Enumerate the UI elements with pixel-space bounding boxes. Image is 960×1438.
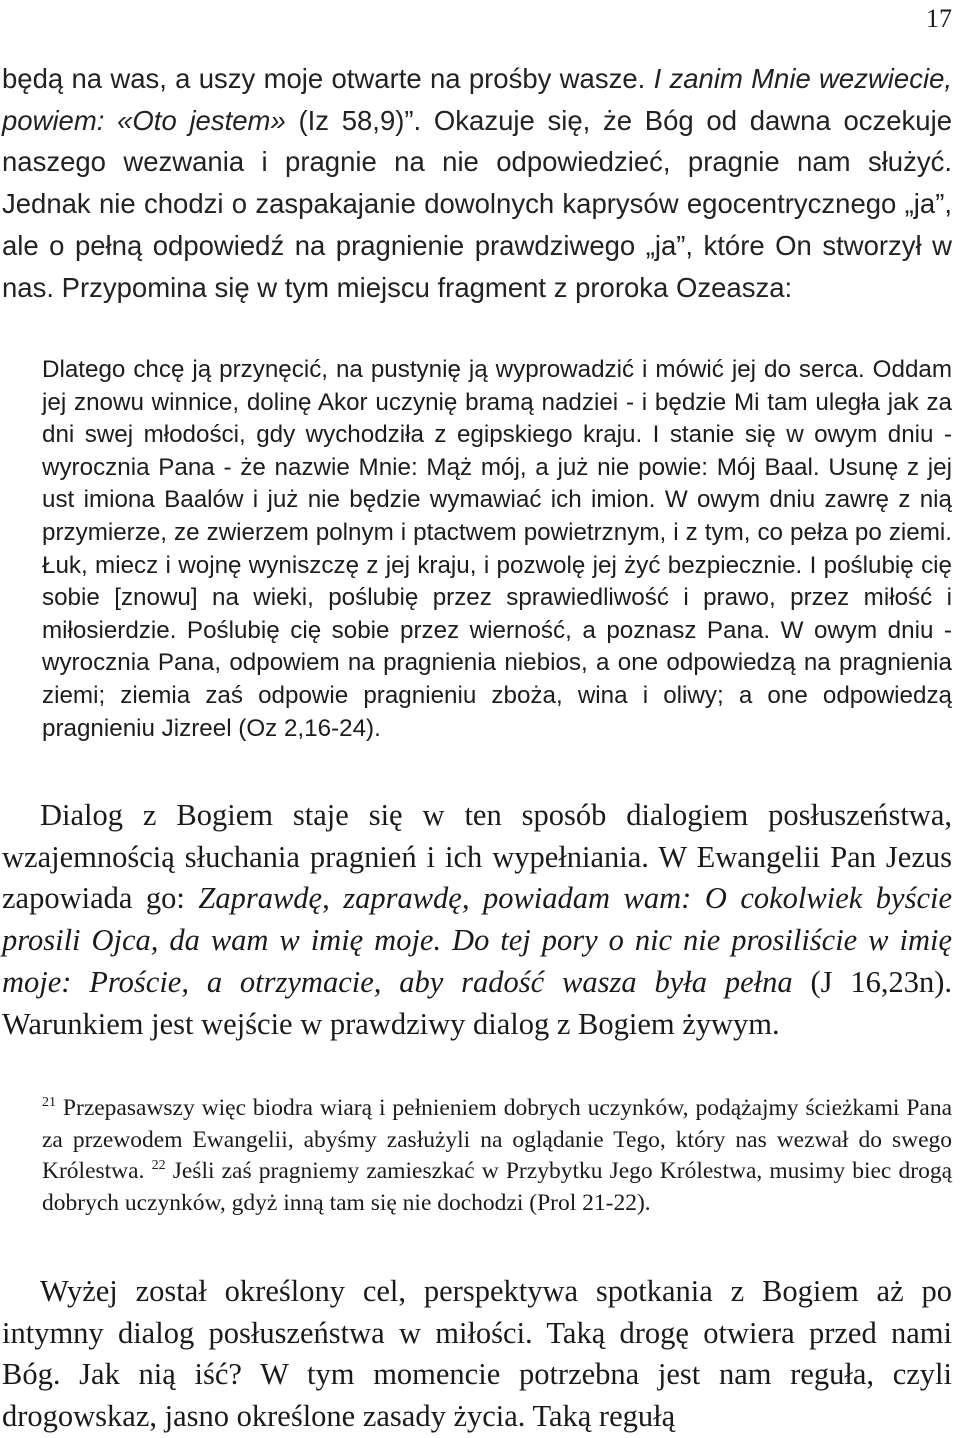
text-run-italic: I zanim Mnie wezwiecie, powiem: «Oto jestem» [2,63,952,136]
paragraph-dialog-obedience [2,795,952,1045]
paragraph-isaiah-context [2,58,952,308]
text-run: będą na was, a uszy moje otwarte na prośby wasze. [2,63,654,94]
text-run: Dialog z Bogiem staje się w ten sposób dialogiem posłuszeństwa, wzajemnością słuchania pragnień i ich wypełniania. W Ewangelii Pan Jezus zapowiada go: [2,798,952,916]
block-quote-rule-prologue [42,1093,952,1219]
verse-text: Jeśli zaś pragniemy zamieszkać w Przybytku Jego Królestwa, musimy biec drogą dobrych uczynków, gdyż inną tam się nie dochodzi (Prol 21-22). [42,1158,952,1216]
verse-text: Przepasawszy więc biodra wiarą i pełnieniem dobrych uczynków, podążajmy ścieżkami Pana za przewodem Ewangelii, abyśmy zasłużyli na oglądanie Tego, który nas wezwał do swego Królestwa. [42,1095,953,1185]
paragraph-rule-intro [2,1271,952,1438]
verse-number: 21 [42,1095,56,1111]
block-quote-hosea: Dlatego chcę ją przynęcić, na pustynię ją wyprowadzić i mówić jej do serca. Oddam jej znowu winnice, dolinę Akor uczynię bramą nadziei - i będzie Mi tam uległa jak za dni swej młodości, gdy wychodziła z egipskiego kraju. I stanie się w owym dniu - wyrocznia Pana - że nazwie Mnie: Mąż mój, a już nie powie: Mój Baal. Usunę z jej ust imiona Baalów i już nie będzie wymawiać ich imion. W owym dniu zawrę z nią przymierze, ze zwierzem polnym i ptactwem powietrznym, i z tym, co pełza po ziemi. Łuk, miecz i wojnę wyniszczę z jej kraju, i pozwolę jej żyć bezpiecznie. I poślubię cię sobie [znowu] na wieki, poślubię przez sprawiedliwość i prawo, przez miłość i miłosierdzie. Poślubię cię sobie przez wierność, a poznasz Pana. W owym dniu - wyrocznia Pana, odpowiem na pragnienia niebios, a one odpowiedzą na pragnienia ziemi; ziemia zaś odpowie pragnieniu zboża, wina i oliwy; a one odpowiedzą pragnieniu Jizreel (Oz 2,16-24). [42,356,952,742]
text-run-italic: Zaprawdę, zaprawdę, powiadam wam: O cokolwiek byście prosili Ojca, da wam w imię moje. Do tej pory o nic nie prosiliście w imię moje: Proście, a otrzymacie, aby radość wasza była pełna [2,881,952,999]
page-number: 17 [926,4,952,33]
text-run: (J 16,23n). Warunkiem jest wejście w prawdziwy dialog z Bogiem żywym. [2,964,952,1041]
text-run: (Iz 58,9)”. Okazuje się, że Bóg od dawna oczekuje naszego wezwania i pragnie na nie odpowiedzieć, pragnie nam służyć. Jednak nie chodzi o zaspakajanie dowolnych kaprysów egocentrycznego „ja”, ale o pełną odpowiedź na pragnienie prawdziwego „ja”, które On stworzył w nas. Przypomina się w tym miejscu fragment z proroka Ozeasza: [2,104,953,303]
text-run: Wyżej został określony cel, perspektywa spotkania z Bogiem aż po intymny dialog posłuszeństwa w miłości. Taką drogę otwiera przed nami Bóg. Jak nią iść? W tym momencie potrzebna jest nam reguła, czyli drogowskaz, jasno określone zasady życia. Taką regułą [2,1274,952,1434]
verse-number: 22 [151,1158,166,1174]
